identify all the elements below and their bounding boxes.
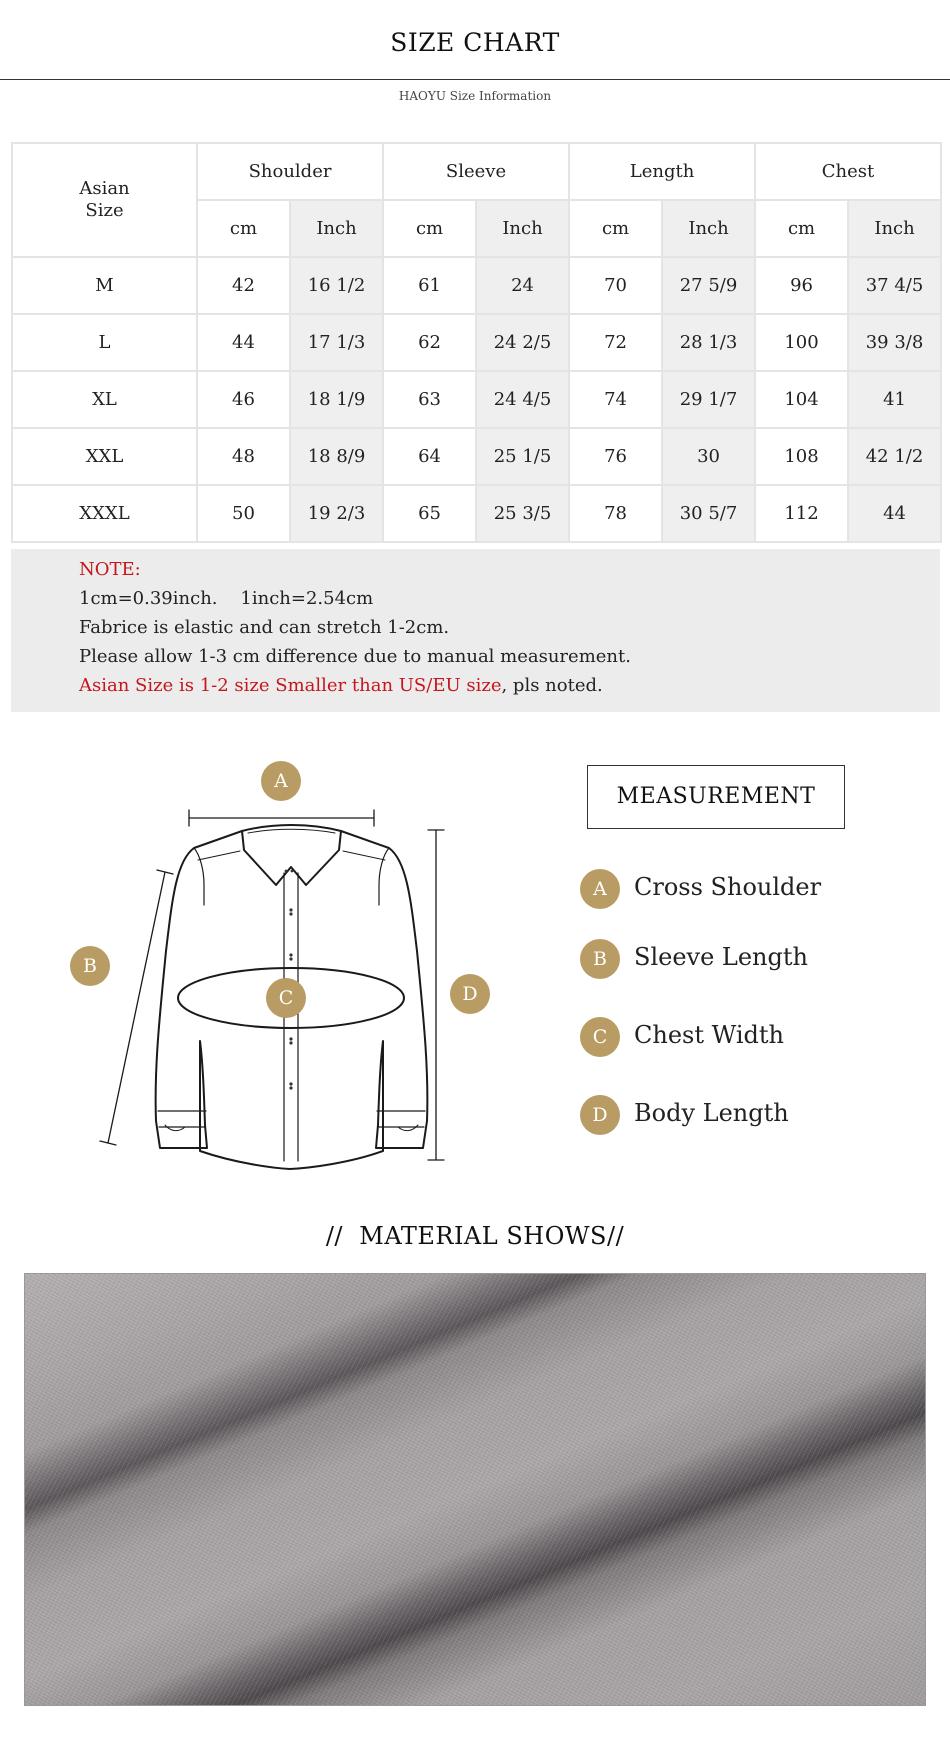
table-cell: 78 [569,485,662,542]
size-label: XXL [12,428,197,485]
badge-d-icon: D [580,1095,620,1135]
badge-b-icon: B [580,939,620,979]
table-cell: 42 [197,257,290,314]
table-cell: 24 [476,257,569,314]
badge-c-icon: C [580,1017,620,1057]
table-cell: 62 [383,314,476,371]
title-divider [0,79,950,80]
table-cell: 37 4/5 [848,257,941,314]
unit-header: cm [383,200,476,257]
measurement-title: MEASUREMENT [587,765,845,829]
page-subtitle: HAOYU Size Information [398,89,552,103]
table-row [12,257,941,314]
shirt-outline-icon [60,755,500,1175]
table-cell: 48 [197,428,290,485]
table-cell: 28 1/3 [662,314,755,371]
table-cell: 18 8/9 [290,428,383,485]
size-chart-table [11,142,942,543]
legend-label: Sleeve Length [634,943,808,971]
shirt-measurement-diagram [60,755,500,1175]
table-cell: 25 1/5 [476,428,569,485]
note-heading: NOTE: [79,559,141,580]
table-row [12,371,941,428]
badge-d-icon: D [450,974,490,1014]
table-cell: 18 1/9 [290,371,383,428]
chest-header: Chest [755,143,941,200]
table-cell: 17 1/3 [290,314,383,371]
table-cell: 65 [383,485,476,542]
table-cell: 46 [197,371,290,428]
table-cell: 41 [848,371,941,428]
table-cell: 50 [197,485,290,542]
sleeve-header: Sleeve [383,143,569,200]
table-cell: 76 [569,428,662,485]
table-cell: 63 [383,371,476,428]
table-cell: 104 [755,371,848,428]
table-cell: 29 1/7 [662,371,755,428]
asian-size-header [12,143,197,257]
unit-header: Inch [848,200,941,257]
table-cell: 24 4/5 [476,371,569,428]
table-cell: 44 [197,314,290,371]
note-tolerance: Please allow 1-3 cm difference due to manual measurement. [79,646,631,667]
table-cell: 74 [569,371,662,428]
unit-header: Inch [476,200,569,257]
table-cell: 72 [569,314,662,371]
material-title: // MATERIAL SHOWS// [325,1222,625,1250]
table-cell: 24 2/5 [476,314,569,371]
table-cell: 112 [755,485,848,542]
unit-header: cm [197,200,290,257]
shoulder-header: Shoulder [197,143,383,200]
unit-header: Inch [662,200,755,257]
table-cell: 100 [755,314,848,371]
fabric-texture-image [24,1273,926,1706]
note-asian-size [79,675,603,696]
size-label: L [12,314,197,371]
table-cell: 44 [848,485,941,542]
table-cell: 25 3/5 [476,485,569,542]
unit-header: Inch [290,200,383,257]
table-row [12,485,941,542]
size-label: M [12,257,197,314]
asian-size-label: Asian Size [79,178,130,221]
unit-header: cm [755,200,848,257]
table-cell: 19 2/3 [290,485,383,542]
note-warning: Asian Size is 1-2 size Smaller than US/EU size [79,675,502,696]
table-row [12,428,941,485]
table-cell: 16 1/2 [290,257,383,314]
badge-c-icon: C [266,978,306,1018]
badge-a-icon: A [580,869,620,909]
badge-a-icon: A [261,761,301,801]
table-cell: 70 [569,257,662,314]
size-label: XL [12,371,197,428]
note-panel [11,549,940,712]
table-row [12,314,941,371]
note-conversion: 1cm=0.39inch. 1inch=2.54cm [79,588,374,609]
badge-b-icon: B [70,946,110,986]
size-label: XXXL [12,485,197,542]
table-cell: 27 5/9 [662,257,755,314]
legend-label: Cross Shoulder [634,873,822,901]
table-cell: 30 5/7 [662,485,755,542]
unit-header: cm [569,200,662,257]
legend-label: Chest Width [634,1021,784,1049]
table-cell: 64 [383,428,476,485]
length-header: Length [569,143,755,200]
legend-label: Body Length [634,1099,789,1127]
table-cell: 96 [755,257,848,314]
table-cell: 39 3/8 [848,314,941,371]
note-elastic: Fabrice is elastic and can stretch 1-2cm. [79,617,450,638]
table-cell: 42 1/2 [848,428,941,485]
table-cell: 108 [755,428,848,485]
note-suffix: , pls noted. [501,675,603,696]
table-cell: 61 [383,257,476,314]
page-title: SIZE CHART [390,28,560,57]
table-cell: 30 [662,428,755,485]
